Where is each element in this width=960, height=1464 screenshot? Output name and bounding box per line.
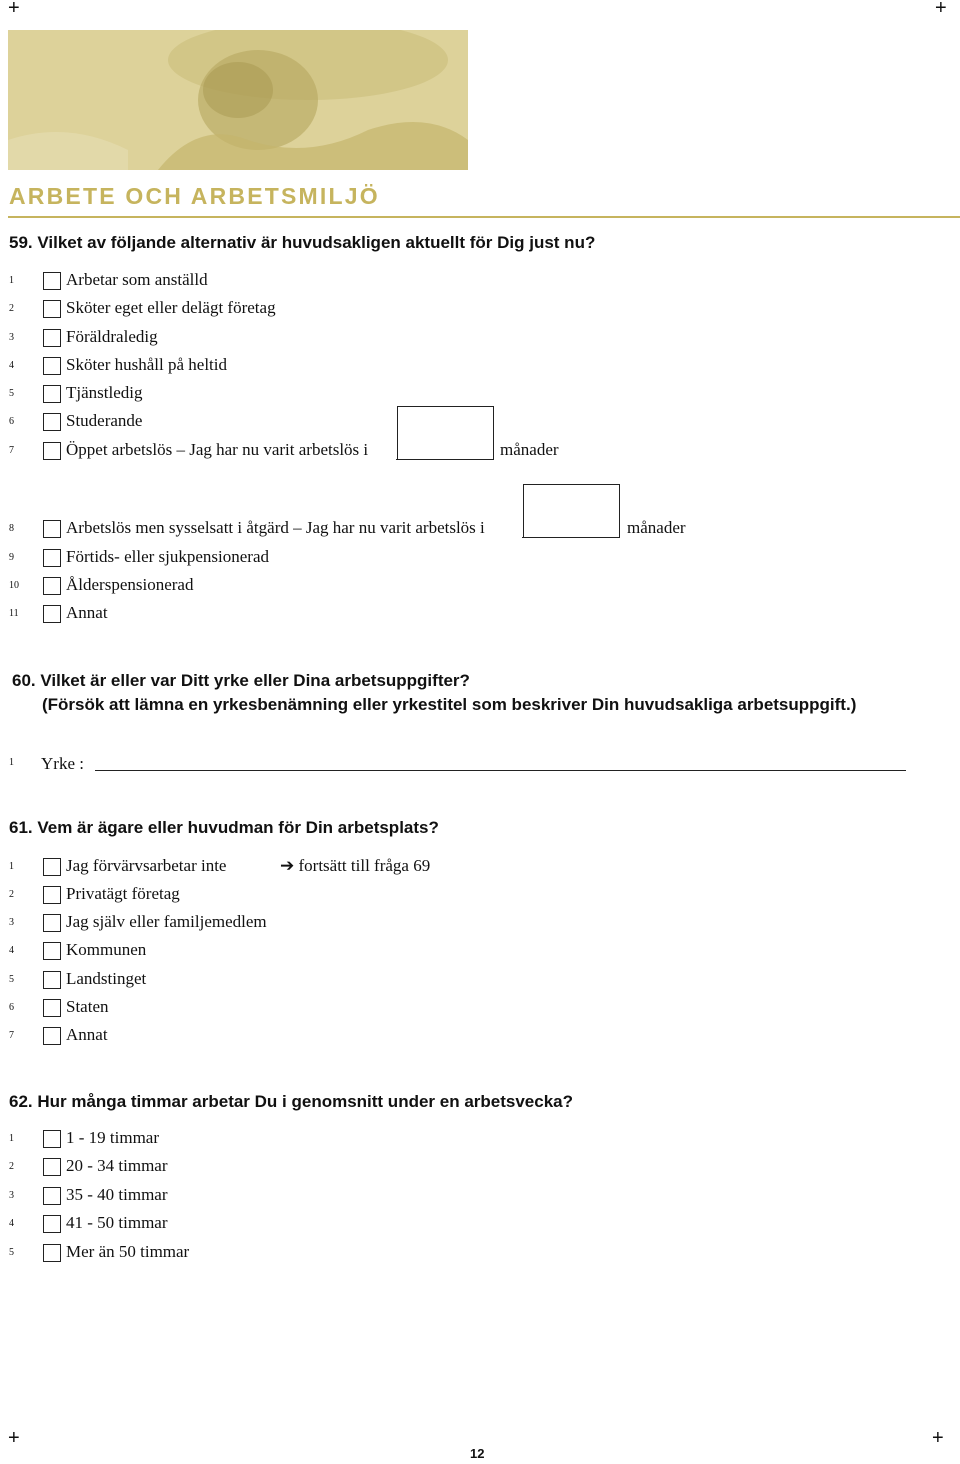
checkbox[interactable] [43,1158,61,1176]
question-60-title: 60. Vilket är eller var Ditt yrke eller Dina arbetsuppgifter? [12,671,470,690]
field-number: 1 [9,757,14,768]
option-label: Sköter hushåll på heltid [66,355,228,374]
option-label: Förtids- eller sjukpensionerad [66,547,270,566]
option-label: Arbetar som anställd [66,270,208,289]
option-number: 11 [9,608,19,619]
checkbox[interactable] [43,971,61,989]
header-photo [8,30,468,170]
option-number: 1 [9,861,14,872]
section-divider [8,216,960,218]
occupation-input-line[interactable] [95,770,906,771]
skip-instruction: ➔ fortsätt till fråga 69 [280,856,431,875]
option-label: Ålderspensionerad [66,575,194,594]
option-label: Arbetslös men sysselsatt i åtgärd – Jag har nu varit arbetslös i [66,518,485,537]
page-number: 12 [470,1446,485,1461]
checkbox[interactable] [43,1027,61,1045]
option-label: 41 - 50 timmar [66,1213,168,1232]
checkbox[interactable] [43,858,61,876]
option-number: 7 [9,445,14,456]
option-number: 5 [9,1247,14,1258]
checkbox[interactable] [43,272,61,290]
option-number: 7 [9,1030,14,1041]
option-label: Landstinget [66,969,147,988]
option-number: 9 [9,552,14,563]
checkbox[interactable] [43,413,61,431]
months-input-box[interactable] [397,406,494,460]
checkbox[interactable] [43,577,61,595]
option-label: Staten [66,997,109,1016]
option-number: 1 [9,1133,14,1144]
checkbox[interactable] [43,300,61,318]
option-number: 4 [9,1218,14,1229]
option-number: 5 [9,974,14,985]
option-label: 35 - 40 timmar [66,1185,168,1204]
registration-mark: + [8,0,20,19]
months-suffix: månader [500,440,559,459]
option-number: 2 [9,1161,14,1172]
checkbox[interactable] [43,999,61,1017]
checkbox[interactable] [43,385,61,403]
checkbox[interactable] [43,357,61,375]
question-59-title: 59. Vilket av följande alternativ är huvudsakligen aktuellt för Dig just nu? [9,233,596,252]
checkbox[interactable] [43,605,61,623]
option-number: 4 [9,360,14,371]
option-number: 2 [9,303,14,314]
option-number: 4 [9,945,14,956]
checkbox[interactable] [43,1130,61,1148]
registration-mark: + [932,1427,944,1449]
checkbox[interactable] [43,886,61,904]
option-label: Föräldraledig [66,327,158,346]
option-number: 3 [9,1190,14,1201]
option-label: Jag förvärvsarbetar inte [66,856,227,875]
option-label: Jag själv eller familjemedlem [66,912,267,931]
checkbox[interactable] [43,942,61,960]
option-number: 10 [9,580,19,591]
option-number: 6 [9,416,14,427]
option-label: Öppet arbetslös – Jag har nu varit arbetslös i [66,440,369,459]
months-input-box[interactable] [523,484,620,538]
question-62-title: 62. Hur många timmar arbetar Du i genomsnitt under en arbetsvecka? [9,1092,573,1111]
months-suffix: månader [627,518,686,537]
registration-mark: + [8,1427,20,1449]
checkbox[interactable] [43,442,61,460]
checkbox[interactable] [43,1244,61,1262]
option-label: Mer än 50 timmar [66,1242,190,1261]
checkbox[interactable] [43,520,61,538]
occupation-label: Yrke : [41,754,84,773]
question-60-subtitle: (Försök att lämna en yrkesbenämning eller yrkestitel som beskriver Din huvudsakliga arbetsuppgift.) [42,695,857,714]
section-title: ARBETE OCH ARBETSMILJÖ [9,183,380,209]
option-label: Tjänstledig [66,383,143,402]
checkbox[interactable] [43,914,61,932]
question-61-title: 61. Vem är ägare eller huvudman för Din arbetsplats? [9,818,439,837]
checkbox[interactable] [43,1215,61,1233]
option-number: 1 [9,275,14,286]
option-label: Annat [66,1025,108,1044]
option-label: Sköter eget eller delägt företag [66,298,276,317]
checkbox[interactable] [43,1187,61,1205]
option-number: 2 [9,889,14,900]
option-number: 6 [9,1002,14,1013]
option-label: 1 - 19 timmar [66,1128,160,1147]
registration-mark: + [935,0,947,19]
option-label: 20 - 34 timmar [66,1156,168,1175]
option-number: 3 [9,917,14,928]
option-number: 5 [9,388,14,399]
option-label: Kommunen [66,940,147,959]
option-label: Privatägt företag [66,884,180,903]
option-label: Annat [66,603,108,622]
option-number: 3 [9,332,14,343]
checkbox[interactable] [43,549,61,567]
option-label: Studerande [66,411,143,430]
checkbox[interactable] [43,329,61,347]
option-number: 8 [9,523,14,534]
